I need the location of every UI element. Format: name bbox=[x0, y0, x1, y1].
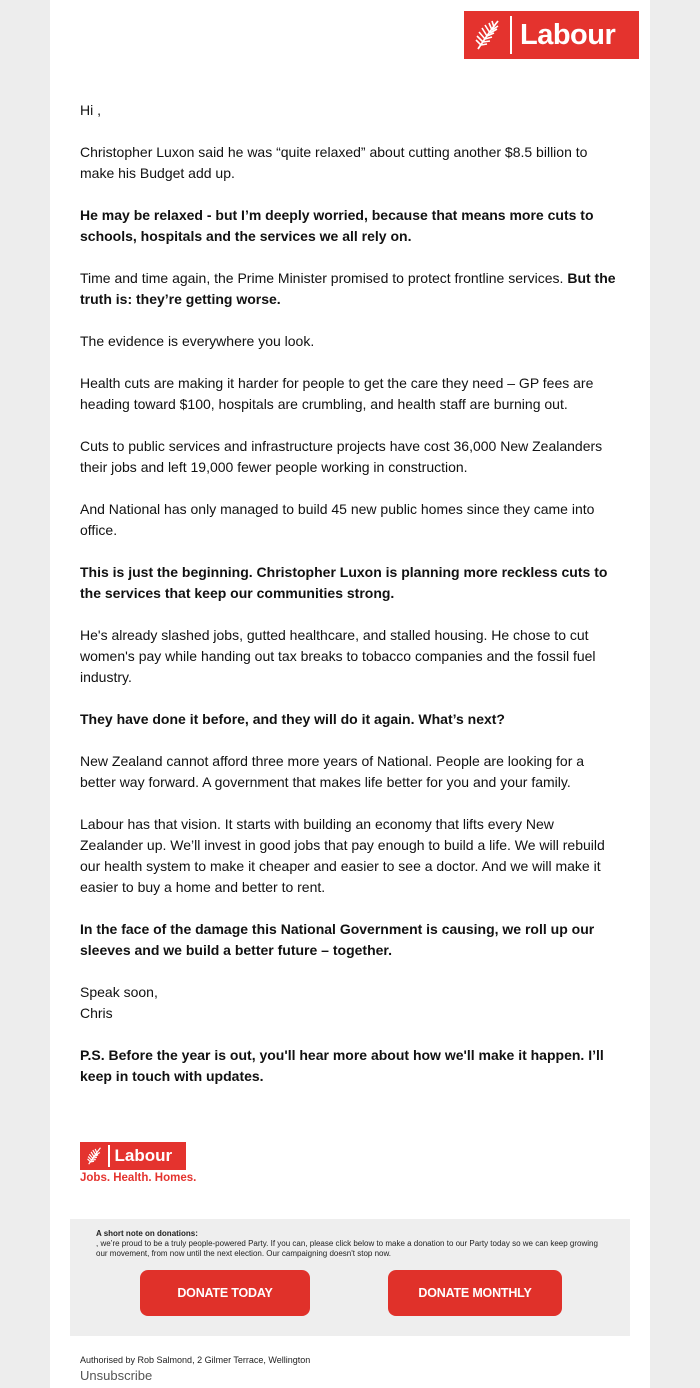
paragraph-6: Cuts to public services and infrastructure projects have cost 36,000 New Zealanders their jobs and left 19,000 fewer people working in construction. bbox=[80, 438, 603, 475]
paragraph-5: Health cuts are making it harder for people to get the care they need – GP fees are heading toward $100, hospitals are crumbling, and health staff are burning out. bbox=[80, 375, 594, 412]
footer-labour-logo[interactable] bbox=[80, 1142, 186, 1170]
tagline: Jobs. Health. Homes. bbox=[80, 1172, 197, 1184]
donate-today-button[interactable]: DONATE TODAY bbox=[140, 1270, 310, 1316]
donate-monthly-button[interactable]: DONATE MONTHLY bbox=[388, 1270, 562, 1316]
footer-brand bbox=[80, 1142, 196, 1184]
donation-note-title: A short note on donations: bbox=[96, 1229, 198, 1238]
paragraph-9: He's already slashed jobs, gutted healthcare, and stalled housing. He chose to cut women's pay while handing out tax breaks to tobacco companies and the fossil fuel industry. bbox=[80, 627, 596, 685]
labour-logo[interactable] bbox=[464, 11, 639, 59]
logo-divider bbox=[108, 1145, 110, 1167]
signoff: Speak soon, bbox=[80, 984, 158, 1000]
paragraph-3 bbox=[80, 268, 620, 310]
paragraph-7: And National has only managed to build 45 new public homes since they came into office. bbox=[80, 501, 595, 538]
paragraph-10: They have done it before, and they will do it again. What’s next? bbox=[80, 711, 505, 727]
paragraph-8: This is just the beginning. Christopher Luxon is planning more reckless cuts to the services that keep our communities strong. bbox=[80, 564, 608, 601]
email-body bbox=[80, 100, 620, 1108]
signature: Chris bbox=[80, 1005, 113, 1021]
paragraph-2: He may be relaxed - but I’m deeply worried, because that means more cuts to schools, hospitals and the services we all rely on. bbox=[80, 207, 594, 244]
unsubscribe-link[interactable]: Unsubscribe bbox=[80, 1368, 153, 1383]
paragraph-1: Christopher Luxon said he was “quite relaxed” about cutting another $8.5 billion to make his Budget add up. bbox=[80, 144, 588, 181]
fern-icon bbox=[464, 11, 510, 59]
authorisation-statement: Authorised by Rob Salmond, 2 Gilmer Terrace, Wellington bbox=[80, 1355, 311, 1365]
logo-divider bbox=[510, 16, 512, 54]
paragraph-12: Labour has that vision. It starts with building an economy that lifts every New Zealander up. We’ll invest in good jobs that pay enough to build a life. We will rebuild our health system to make it cheaper and easier to see a doctor. And we will make it easier to buy a home and better to rent. bbox=[80, 816, 605, 895]
signoff-block bbox=[80, 982, 620, 1024]
paragraph-4: The evidence is everywhere you look. bbox=[80, 333, 315, 349]
fern-icon bbox=[80, 1142, 108, 1170]
footer-logo-wordmark: Labour bbox=[114, 1146, 173, 1165]
donation-panel bbox=[70, 1219, 630, 1336]
email-container bbox=[50, 0, 650, 1388]
paragraph-13: In the face of the damage this National Government is causing, we roll up our sleeves and we build a better future – together. bbox=[80, 921, 595, 958]
paragraph-11: New Zealand cannot afford three more years of National. People are looking for a better way forward. A government that makes life better for you and your family. bbox=[80, 753, 585, 790]
greeting: Hi , bbox=[80, 102, 101, 118]
paragraph-3-normal: Time and time again, the Prime Minister promised to protect frontline services. bbox=[80, 270, 568, 286]
logo-wordmark: Labour bbox=[520, 18, 616, 51]
donation-note bbox=[96, 1229, 606, 1259]
paragraph-3-bold: But the truth is: they’re getting worse. bbox=[80, 270, 616, 307]
donation-note-text: , we’re proud to be a truly people-powered Party. If you can, please click below to make a donation to our Party today so we can keep growing our movement, from now until the next election. Our campaigning doesn't stop now. bbox=[96, 1239, 598, 1258]
postscript: P.S. Before the year is out, you'll hear more about how we'll make it happen. I’ll keep in touch with updates. bbox=[80, 1047, 604, 1084]
